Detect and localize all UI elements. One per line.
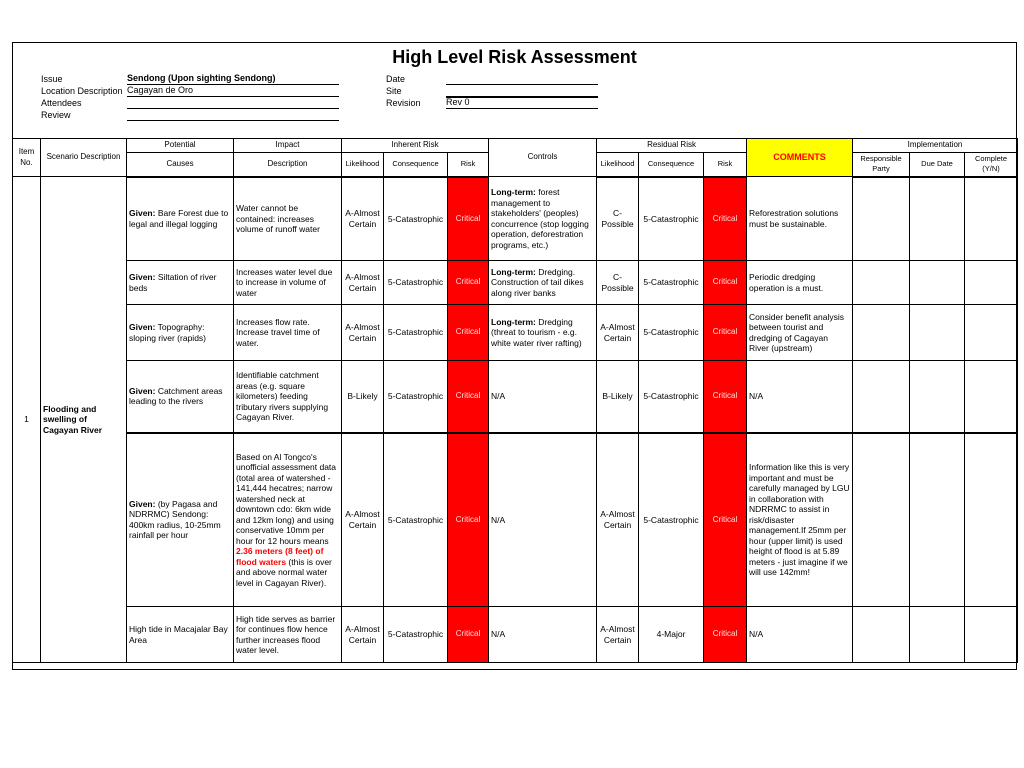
cause-text: High tide in Macajalar Bay Area xyxy=(129,624,228,645)
table-row xyxy=(13,607,1018,663)
due-date-cell xyxy=(910,433,965,607)
col-due-date: Due Date xyxy=(910,152,965,177)
date-label: Date xyxy=(386,74,406,84)
risk-assessment-sheet xyxy=(12,42,1017,670)
col-comments: COMMENTS xyxy=(747,139,853,177)
cause-cell xyxy=(127,607,234,663)
col-res-likelihood: Likelihood xyxy=(597,152,639,177)
comments-cell: Information like this is very important and must be carefully managed by LGU in collaboration with NDRRMC to assist in risk/disaster management.If 25mm per hour (upper limit) is used height of flood is at 5.89 meters - just imagine if we will use 142mm! xyxy=(747,433,853,607)
responsible-cell xyxy=(853,607,910,663)
in-likelihood: B-Likely xyxy=(342,361,384,433)
complete-cell xyxy=(965,261,1018,305)
table-row xyxy=(13,305,1018,361)
comments-cell: Reforestration solutions must be sustainable. xyxy=(747,177,853,261)
in-risk-badge: Critical xyxy=(448,177,489,261)
table-row xyxy=(13,361,1018,433)
in-likelihood: A-Almost Certain xyxy=(342,305,384,361)
impact-cell: Increases water level due to increase in volume of water xyxy=(234,261,342,305)
document-title: High Level Risk Assessment xyxy=(392,47,637,67)
revision-label: Revision xyxy=(386,98,421,108)
in-likelihood: A-Almost Certain xyxy=(342,607,384,663)
attendees-value xyxy=(127,97,339,109)
in-risk-badge: Critical xyxy=(448,305,489,361)
res-consequence: 5-Catastrophic xyxy=(639,261,704,305)
impact-text-end: (this is over and above normal water level in Cagayan River). xyxy=(236,556,332,588)
in-consequence: 5-Catastrophic xyxy=(384,177,448,261)
header-right xyxy=(386,73,616,133)
issue-label: Issue xyxy=(41,74,63,84)
cause-prefix: Given: xyxy=(129,272,156,282)
item-number: 1 xyxy=(13,177,41,663)
responsible-cell xyxy=(853,177,910,261)
due-date-cell xyxy=(910,261,965,305)
complete-cell xyxy=(965,607,1018,663)
complete-cell xyxy=(965,433,1018,607)
cause-prefix: Given: xyxy=(129,385,156,396)
responsible-cell xyxy=(853,433,910,607)
in-consequence: 5-Catastrophic xyxy=(384,361,448,433)
cause-cell xyxy=(127,261,234,305)
in-consequence: 5-Catastrophic xyxy=(384,261,448,305)
col-res-consequence: Consequence xyxy=(639,152,704,177)
res-risk-badge: Critical xyxy=(704,433,747,607)
col-in-consequence: Consequence xyxy=(384,152,448,177)
res-likelihood: C-Possible xyxy=(597,177,639,261)
impact-cell: Identifiable catchment areas (e.g. square kilometers) feeding tributary rivers supplying Cagayan River. xyxy=(234,361,342,433)
controls-text: N/A xyxy=(491,629,506,640)
res-risk-badge: Critical xyxy=(704,361,747,433)
attendees-label: Attendees xyxy=(41,98,82,108)
issue-value: Sendong (Upon sighting Sendong) xyxy=(127,73,339,85)
header-row-1 xyxy=(13,139,1018,153)
res-consequence: 5-Catastrophic xyxy=(639,361,704,433)
controls-prefix: Long-term: xyxy=(491,316,536,327)
controls-cell xyxy=(489,607,597,663)
col-inherent-risk: Inherent Risk xyxy=(342,139,489,153)
col-item: Item No. xyxy=(13,139,41,177)
res-likelihood: A-Almost Certain xyxy=(597,607,639,663)
res-consequence: 5-Catastrophic xyxy=(639,177,704,261)
controls-text: N/A xyxy=(491,391,506,401)
date-value xyxy=(446,73,598,85)
col-impact: Impact xyxy=(234,139,342,153)
col-causes: Causes xyxy=(127,152,234,177)
in-consequence: 5-Catastrophic xyxy=(384,433,448,607)
res-risk-badge: Critical xyxy=(704,305,747,361)
cause-text: Siltation of river beds xyxy=(129,272,217,293)
col-in-likelihood: Likelihood xyxy=(342,152,384,177)
due-date-cell xyxy=(910,305,965,361)
in-risk-badge: Critical xyxy=(448,261,489,305)
complete-cell xyxy=(965,177,1018,261)
cause-text: Catchment areas leading to the rivers xyxy=(129,385,223,407)
cause-text: Topography: sloping river (rapids) xyxy=(129,322,206,343)
in-likelihood: A-Almost Certain xyxy=(342,261,384,305)
res-likelihood: B-Likely xyxy=(597,361,639,433)
controls-cell xyxy=(489,361,597,433)
due-date-cell xyxy=(910,361,965,433)
table-row xyxy=(13,177,1018,261)
impact-cell xyxy=(234,433,342,607)
revision-value: Rev 0 xyxy=(446,97,598,109)
responsible-cell xyxy=(853,361,910,433)
risk-table xyxy=(12,138,1018,663)
col-description: Description xyxy=(234,152,342,177)
in-risk-badge: Critical xyxy=(448,433,489,607)
res-consequence: 4-Major xyxy=(639,607,704,663)
impact-cell: Water cannot be contained: increases volume of runoff water xyxy=(234,177,342,261)
comments-cell: N/A xyxy=(747,607,853,663)
col-scenario: Scenario Description xyxy=(41,139,127,177)
cause-cell xyxy=(127,305,234,361)
controls-text: forest management to stakeholders' (peoples) concurrence (stop logging operation, deforestration programs, etc.) xyxy=(491,187,589,250)
cause-prefix: Given: xyxy=(129,208,156,219)
controls-cell xyxy=(489,261,597,305)
location-value: Cagayan de Oro xyxy=(127,85,339,97)
col-res-risk: Risk xyxy=(704,152,747,177)
res-consequence: 5-Catastrophic xyxy=(639,305,704,361)
col-potential: Potential xyxy=(127,139,234,153)
responsible-cell xyxy=(853,261,910,305)
controls-text: Dredging (threat to tourism - e.g. white water river rafting) xyxy=(491,316,582,348)
in-risk-badge: Critical xyxy=(448,361,489,433)
due-date-cell xyxy=(910,177,965,261)
controls-prefix: Long-term: xyxy=(491,266,536,277)
col-controls: Controls xyxy=(489,139,597,177)
review-value xyxy=(127,109,339,121)
cause-text: Bare Forest due to legal and illegal logging xyxy=(129,208,229,229)
in-consequence: 5-Catastrophic xyxy=(384,305,448,361)
col-implementation: Implementation xyxy=(853,139,1018,153)
table-row xyxy=(13,433,1018,607)
complete-cell xyxy=(965,305,1018,361)
col-responsible: Responsible Party xyxy=(853,152,910,177)
impact-text: Based on Al Tongco's unofficial assessment data (total area of watershed - 141,444 hecatres; narrow watershed neck at downtown cdo: 6km wide and 12km long) and using conservative 10mm per hour for 12 hours means xyxy=(236,451,337,546)
cause-cell xyxy=(127,433,234,607)
res-risk-badge: Critical xyxy=(704,261,747,305)
in-likelihood: A-Almost Certain xyxy=(342,433,384,607)
due-date-cell xyxy=(910,607,965,663)
controls-prefix: Long-term: xyxy=(491,187,536,197)
comments-cell: Consider benefit analysis between tourist and dredging of Cagayan River (upstream) xyxy=(747,305,853,361)
review-label: Review xyxy=(41,110,71,120)
table-row xyxy=(13,261,1018,305)
controls-text: N/A xyxy=(491,514,506,525)
in-consequence: 5-Catastrophic xyxy=(384,607,448,663)
in-risk-badge: Critical xyxy=(448,607,489,663)
res-risk-badge: Critical xyxy=(704,177,747,261)
controls-text: Dredging. Construction of tail dikes along river banks xyxy=(491,266,584,298)
col-complete: Complete (Y/N) xyxy=(965,152,1018,177)
col-in-risk: Risk xyxy=(448,152,489,177)
res-likelihood: C-Possible xyxy=(597,261,639,305)
comments-cell: N/A xyxy=(747,361,853,433)
impact-cell: Increases flow rate. Increase travel time of water. xyxy=(234,305,342,361)
comments-cell: Periodic dredging operation is a must. xyxy=(747,261,853,305)
cause-cell xyxy=(127,361,234,433)
impact-cell: High tide serves as barrier for continues flow hence further increases flood water level. xyxy=(234,607,342,663)
res-consequence: 5-Catastrophic xyxy=(639,433,704,607)
controls-cell xyxy=(489,177,597,261)
scenario-description: Flooding and swelling of Cagayan River xyxy=(41,177,127,663)
responsible-cell xyxy=(853,305,910,361)
header-left xyxy=(41,73,381,133)
cause-prefix: Given: xyxy=(129,322,156,332)
cause-text: (by Pagasa and NDRRMC) Sendong: 400km radius, 10-25mm rainfall per hour xyxy=(129,498,221,541)
controls-cell xyxy=(489,305,597,361)
col-residual-risk: Residual Risk xyxy=(597,139,747,153)
complete-cell xyxy=(965,361,1018,433)
res-likelihood: A-Almost Certain xyxy=(597,433,639,607)
impact-highlight: 2.36 meters (8 feet) of flood waters xyxy=(236,546,324,567)
location-label: Location Description xyxy=(41,86,123,96)
cause-prefix: Given: xyxy=(129,498,156,509)
res-risk-badge: Critical xyxy=(704,607,747,663)
cause-cell xyxy=(127,177,234,261)
site-label: Site xyxy=(386,86,402,96)
in-likelihood: A-Almost Certain xyxy=(342,177,384,261)
res-likelihood: A-Almost Certain xyxy=(597,305,639,361)
controls-cell xyxy=(489,433,597,607)
